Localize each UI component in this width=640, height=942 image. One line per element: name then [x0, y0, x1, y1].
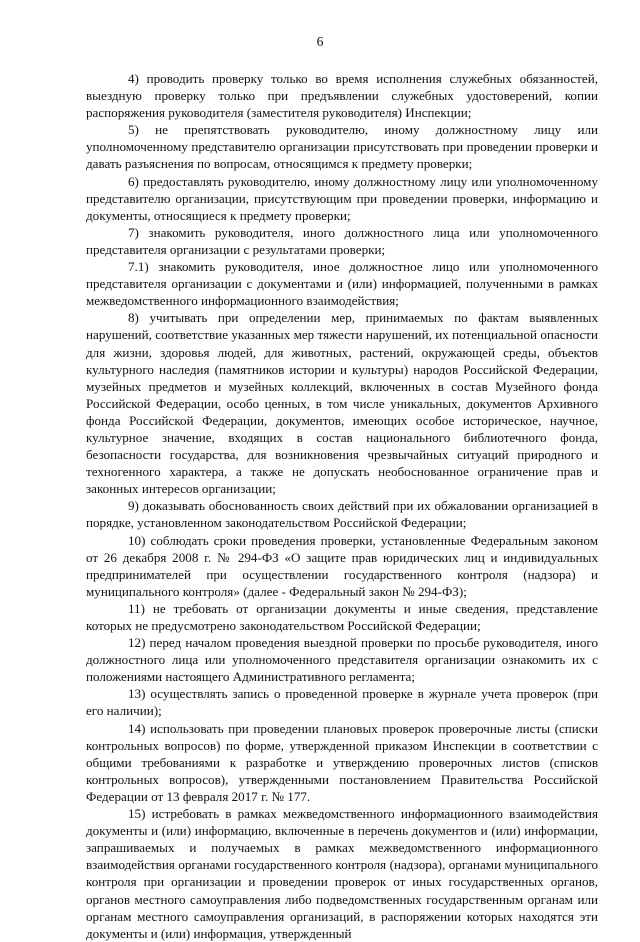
paragraph-item-15: 15) истребовать в рамках межведомственного информационного взаимодействия документы и (или) информацию, включенные в перечень документов и (или) информации, запрашиваемых и получаемых в рамках межведомственного информационного взаимодействия органами государственного контроля (надзора), органами муниципального контроля при организации и проведении проверок от иных государственных органов, органов местного самоуправления либо подведомственных государственным органам или органам местного самоуправления организаций, в распоряжении которых находятся эти документы и (или) информация, утвержденный: [86, 806, 598, 941]
paragraph-item-7-1: 7.1) знакомить руководителя, иное должностное лицо или уполномоченного представителя организации с документами и (или) информацией, полученными в рамках межведомственного информационного взаимодействия;: [86, 259, 598, 309]
paragraph-item-10: 10) соблюдать сроки проведения проверки, установленные Федеральным законом от 26 декабря 2008 г. № 294-ФЗ «О защите прав юридических лиц и индивидуальных предпринимателей при осуществлении государственного контроля (надзора) и муниципального контроля» (далее - Федеральный закон № 294-ФЗ);: [86, 532, 598, 599]
document-body: [86, 70, 598, 942]
paragraph-item-13: 13) осуществлять запись о проведенной проверке в журнале учета проверок (при его наличии);: [86, 686, 598, 719]
paragraph-item-5: 5) не препятствовать руководителю, иному должностному лицу или уполномоченному представителю организации присутствовать при проведении проверки и давать разъяснения по вопросам, относящимся к предмету проверки;: [86, 122, 598, 172]
paragraph-item-6: 6) предоставлять руководителю, иному должностному лицу или уполномоченному представителю организации, присутствующим при проведении проверки, информацию и документы, относящиеся к предмету проверки;: [86, 173, 598, 223]
paragraph-item-11: 11) не требовать от организации документы и иные сведения, представление которых не предусмотрено законодательством Российской Федерации;: [86, 600, 598, 633]
paragraph-item-14: 14) использовать при проведении плановых проверок проверочные листы (списки контрольных вопросов) по форме, утвержденной приказом Инспекции в соответствии с общими требованиями к разработке и утверждению проверочных листов (списков контрольных вопросов), утвержденными постановлением Правительства Российской Федерации от 13 февраля 2017 г. № 177.: [86, 720, 598, 804]
paragraph-item-7: 7) знакомить руководителя, иного должностного лица или уполномоченного представителя организации с результатами проверки;: [86, 224, 598, 257]
paragraph-item-9: 9) доказывать обоснованность своих действий при их обжаловании организацией в порядке, установленном законодательством Российской Федерации;: [86, 498, 598, 531]
paragraph-item-8: 8) учитывать при определении мер, принимаемых по фактам выявленных нарушений, соответствие указанных мер тяжести нарушений, их потенциальной опасности для жизни, здоровья людей, для животных, растений, окружающей среды, объектов культурного наследия (памятников истории и культуры) народов Российской Федерации, музейных предметов и музейных коллекций, включенных в состав Музейного фонда Российской Федерации, особо ценных, в том числе уникальных, документов Архивного фонда Российской Федерации, документов, имеющих особое историческое, научное, культурное значение, входящих в состав национального библиотечного фонда, безопасности государства, для возникновения чрезвычайных ситуаций природного и техногенного характера, а также не допускать необоснованное ограничение прав и законных интересов организации;: [86, 310, 598, 497]
paragraph-item-4: 4) проводить проверку только во время исполнения служебных обязанностей, выездную проверку только при предъявлении служебных удостоверений, копии распоряжения руководителя (заместителя руководителя) Инспекции;: [86, 71, 598, 121]
paragraph-item-12: 12) перед началом проведения выездной проверки по просьбе руководителя, иного должностного лица или уполномоченного представителя организации ознакомить их с положениями настоящего Административного регламента;: [86, 635, 598, 685]
page-number: 6: [316, 34, 324, 49]
